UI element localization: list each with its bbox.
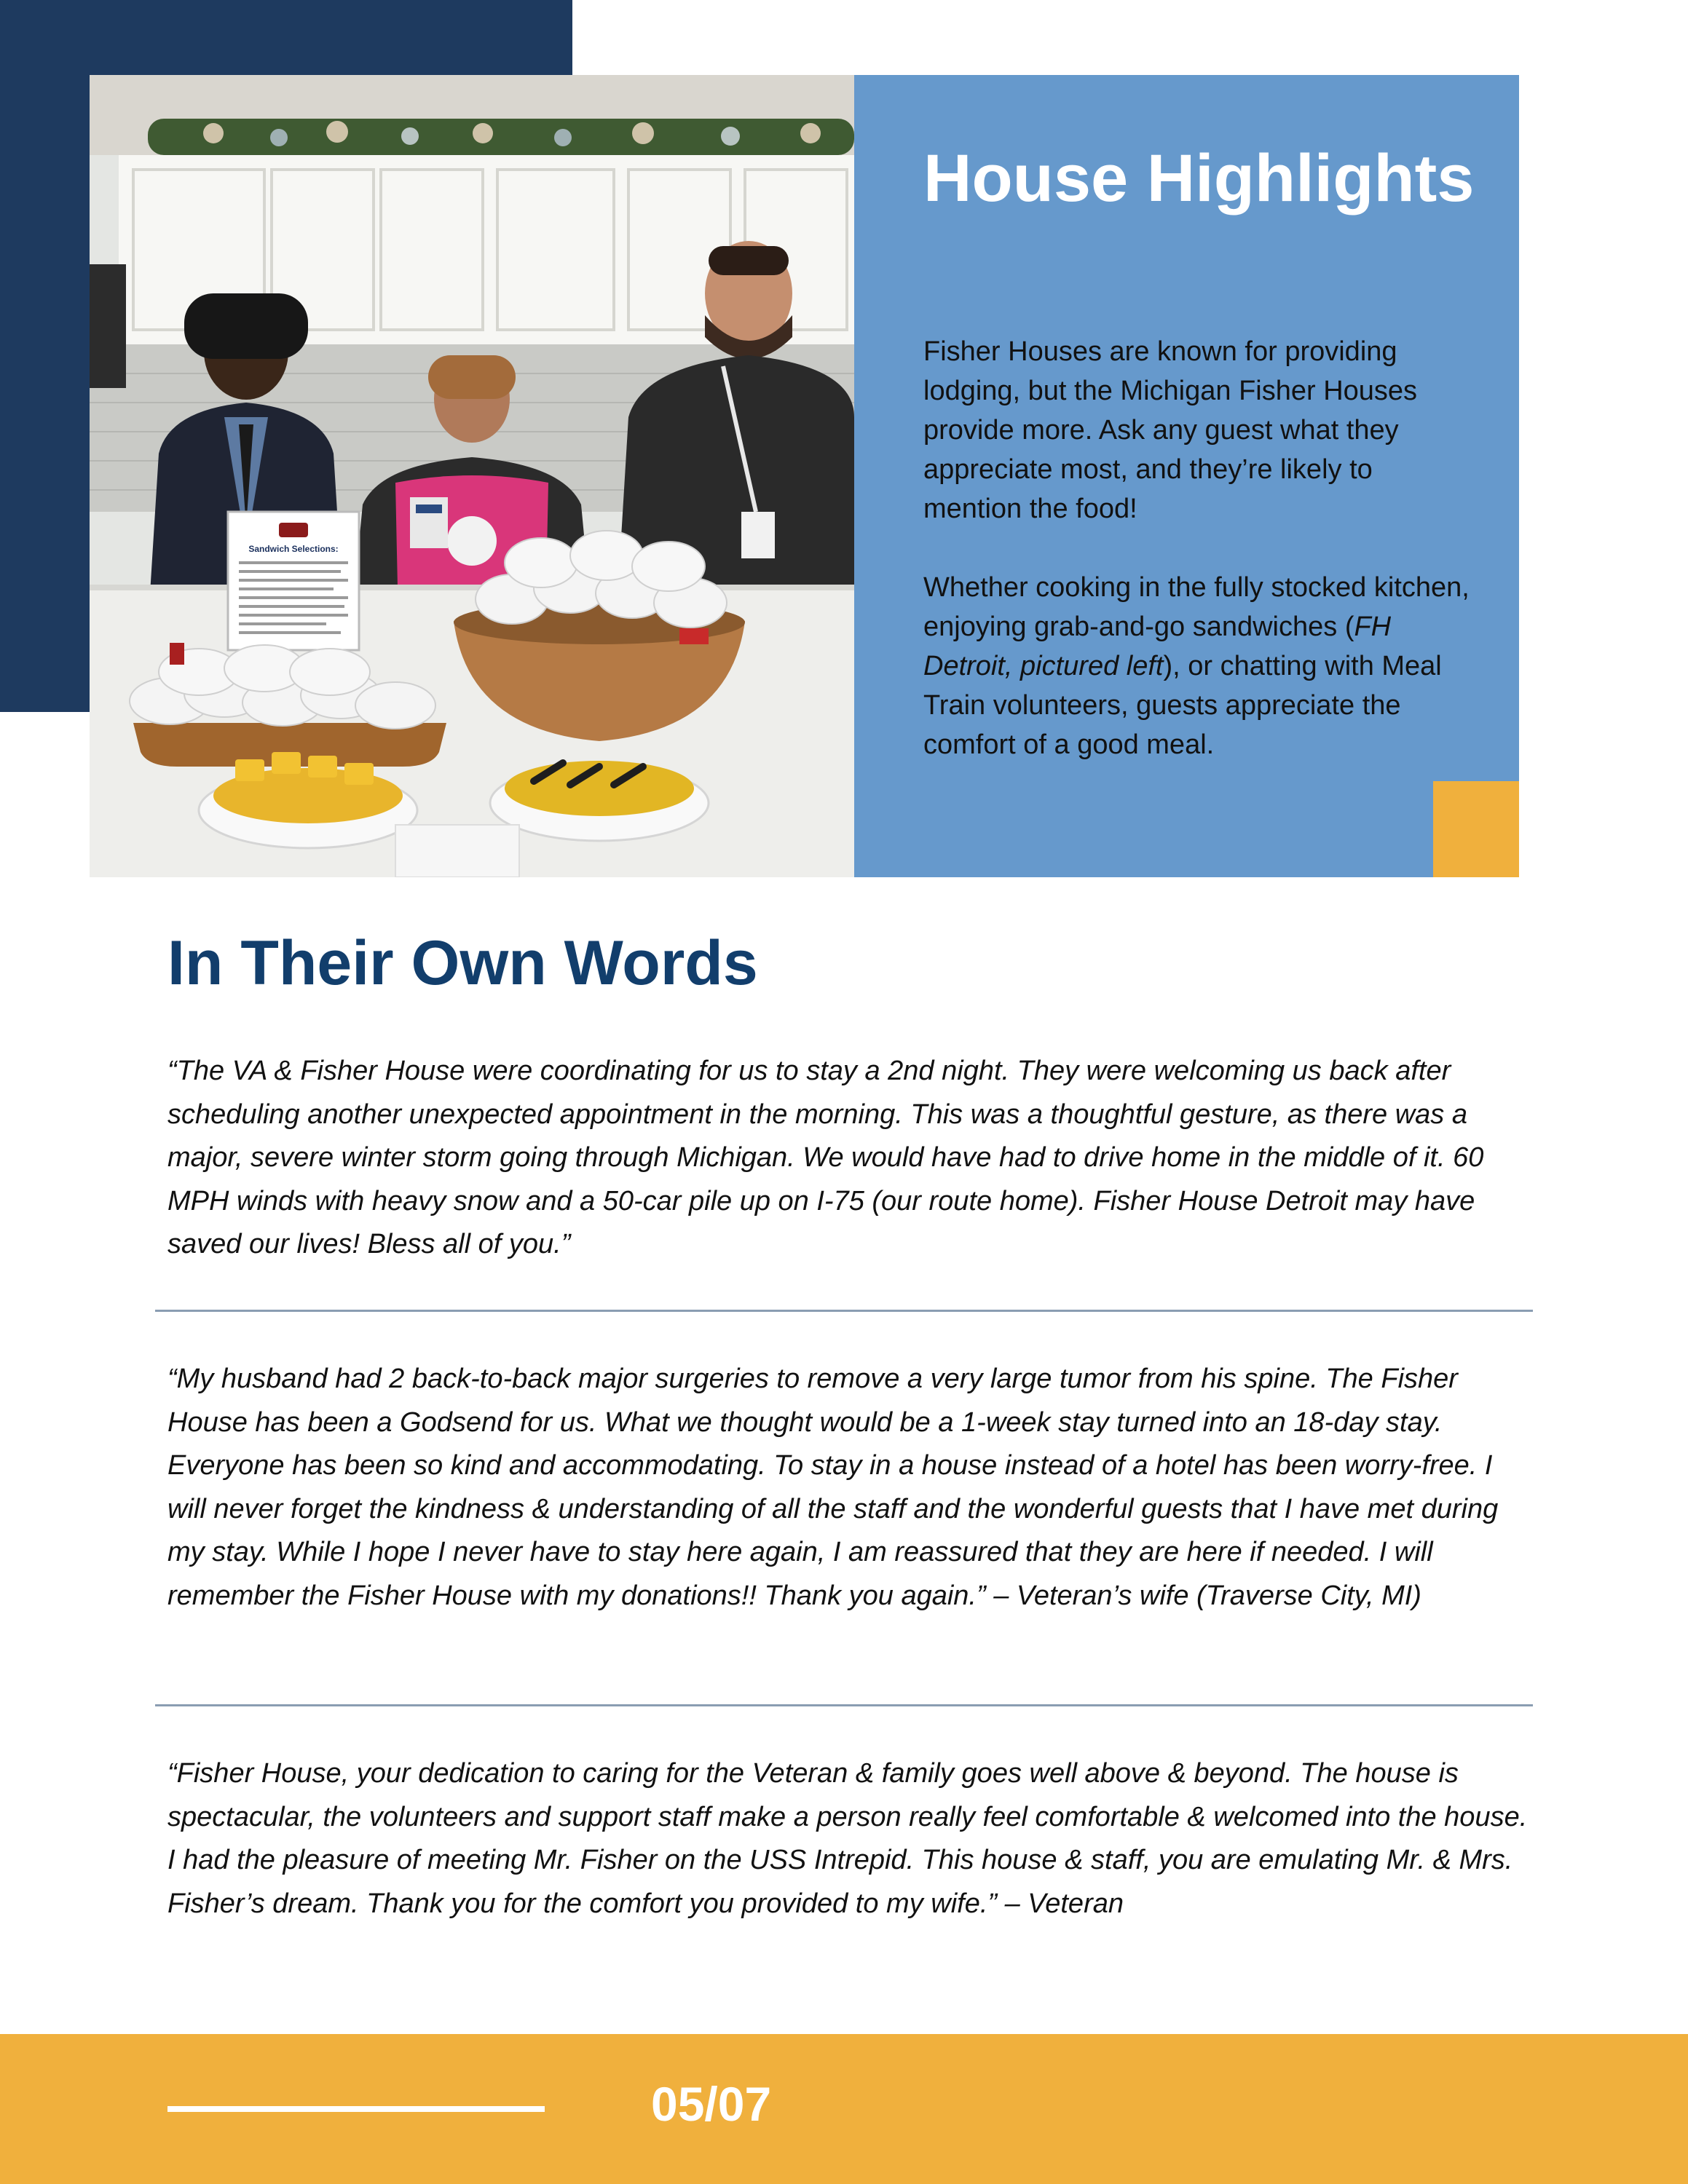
kitchen-photo xyxy=(90,75,854,877)
testimonial-divider-1 xyxy=(155,1310,1533,1312)
highlights-paragraph-2-end: ), or chatting with Meal Train volunteers, guests appreciate the comfort of a good meal. xyxy=(923,651,1442,760)
highlights-paragraph-2-start: Whether cooking in the fully stocked kitchen, enjoying grab-and-go sandwiches ( xyxy=(923,572,1470,642)
testimonial-divider-2 xyxy=(155,1704,1533,1706)
house-highlights-body xyxy=(923,332,1477,804)
highlights-paragraph-1: Fisher Houses are known for providing lodging, but the Michigan Fisher Houses provide more. Ask any guest what they appreciate most, and they’re likely to mention the food! xyxy=(923,336,1418,524)
kitchen-photo-illustration xyxy=(90,75,854,877)
highlights-photo-caption: FH Detroit, pictured left xyxy=(923,612,1392,681)
highlights-paragraph-2 xyxy=(923,568,1477,764)
in-their-own-words-title: In Their Own Words xyxy=(167,928,758,998)
sandwich-sign-title: Sandwich Selections: xyxy=(248,544,339,554)
footer-rule xyxy=(167,2106,545,2112)
testimonial-quote-1: “The VA & Fisher House were coordinating for us to stay a 2nd night. They were welcoming us back after scheduling another unexpected appointment in the morning. This was a thoughtful gesture, as there was a major, severe winter storm going through Michigan. We would have had to drive home in the middle of it. 60 MPH winds with heavy snow and a 50-car pile up on I-75 (our route home). Fisher House Detroit may have saved our lives! Bless all of you.” xyxy=(167,1056,1484,1259)
page-number: 05/07 xyxy=(651,2077,772,2131)
testimonial-quote-3: “Fisher House, your dedication to caring for the Veteran & family goes well above & beyond. The house is spectacular, the volunteers and support staff make a person really feel comfortable & welcomed into the house. I had the pleasure of meeting Mr. Fisher on the USS Intrepid. This house & staff, you are emulating Mr. & Mrs. Fisher’s dream. Thank you for the comfort you provided to my wife.” – Veteran xyxy=(167,1758,1528,1919)
house-highlights-title: House Highlights xyxy=(923,141,1475,215)
footer-bar xyxy=(0,2034,1688,2184)
testimonial-quote-2: “My husband had 2 back-to-back major surgeries to remove a very large tumor from his spine. The Fisher House has been a Godsend for us. What we thought would be a 1-week stay turned into an 18-day stay. Everyone has been so kind and accommodating. To stay in a house instead of a hotel has been worry-free. I will never forget the kindness & understanding of all the staff and the wonderful guests that I have met during my stay. While I hope I never have to stay here again, I am reassured that they are here if needed. I will remember the Fisher House with my donations!! Thank you again.” – Veteran’s wife (Traverse City, MI) xyxy=(167,1364,1499,1611)
